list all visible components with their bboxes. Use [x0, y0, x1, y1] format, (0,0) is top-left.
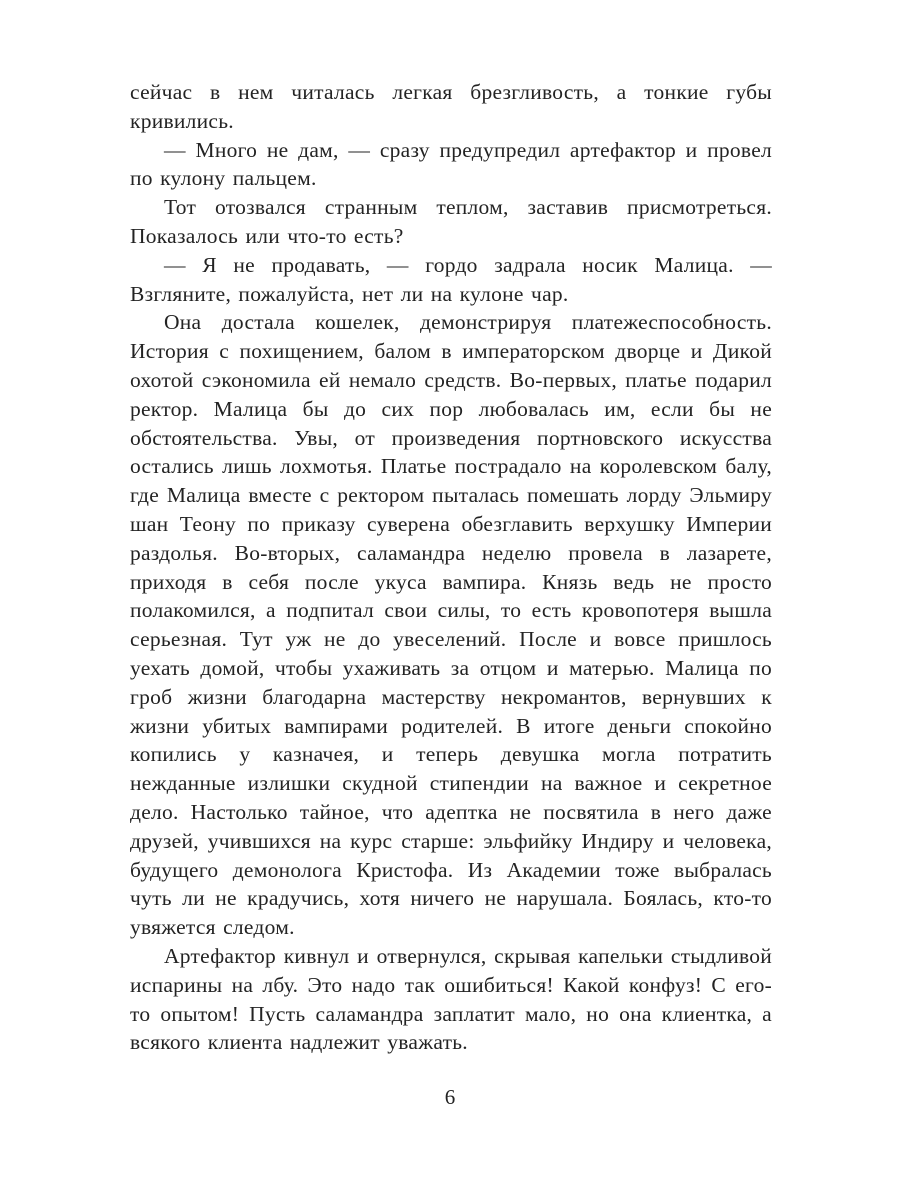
paragraph-narration-3: Артефактор кивнул и отвернулся, скрывая капельки стыдливой испарины на лбу. Это надо так ошибиться! Какой конфуз! С его-то опытом! Пусть саламандра заплатит мало, но она клиентка, а всякого клиента надлежит уважать.: [130, 943, 772, 1055]
page-text: [130, 78, 772, 1057]
paragraph-dialogue-2: — Я не продавать, — гордо задрала носик Малица. — Взгляните, пожалуйста, нет ли на кулоне чар.: [130, 252, 772, 306]
paragraph-continuation: сейчас в нем читалась легкая брезгливость, а тонкие губы кривились.: [130, 80, 772, 133]
paragraph-narration-2: Она достала кошелек, демонстрируя платежеспособность. История с похищением, балом в императорском дворце и Дикой охотой сэкономила ей немало средств. Во-первых, платье подарил ректор. Малица бы до сих пор любовалась им, если бы не обстоятельства. Увы, от произведения портновского искусства остались лишь лохмотья. Платье пострадало на королевском балу, где Малица вместе с ректором пыталась помешать лорду Эльмиру шан Теону по приказу суверена обезглавить верхушку Империи раздолья. Во-вторых, саламандра неделю провела в лазарете, приходя в себя после укуса вампира. Князь ведь не просто полакомился, а подпитал свои силы, то есть кровопотеря вышла серьезная. Тут уж не до увеселений. После и вовсе пришлось уехать домой, чтобы ухаживать за отцом и матерью. Малица по гроб жизни благодарна мастерству некромантов, вернувших к жизни убитых вампирами родителей. В итоге деньги спокойно копились у казначея, и теперь девушка могла потратить нежданные излишки скудной стипендии на важное и секретное дело. Настолько тайное, что адептка не посвятила в него даже друзей, учившихся на курс старше: эльфийку Индиру и человека, будущего демонолога Кристофа. Из Академии тоже выбралась чуть ли не крадучись, хотя ничего не нарушала. Боялась, кто-то увяжется следом.: [130, 310, 772, 940]
page-number: 6: [444, 1085, 456, 1110]
paragraph-narration-1: Тот отозвался странным теплом, заставив присмотреться. Показалось или что-то есть?: [130, 195, 772, 248]
paragraph-dialogue-1: — Много не дам, — сразу предупредил артефактор и провел по кулону пальцем.: [130, 137, 772, 191]
